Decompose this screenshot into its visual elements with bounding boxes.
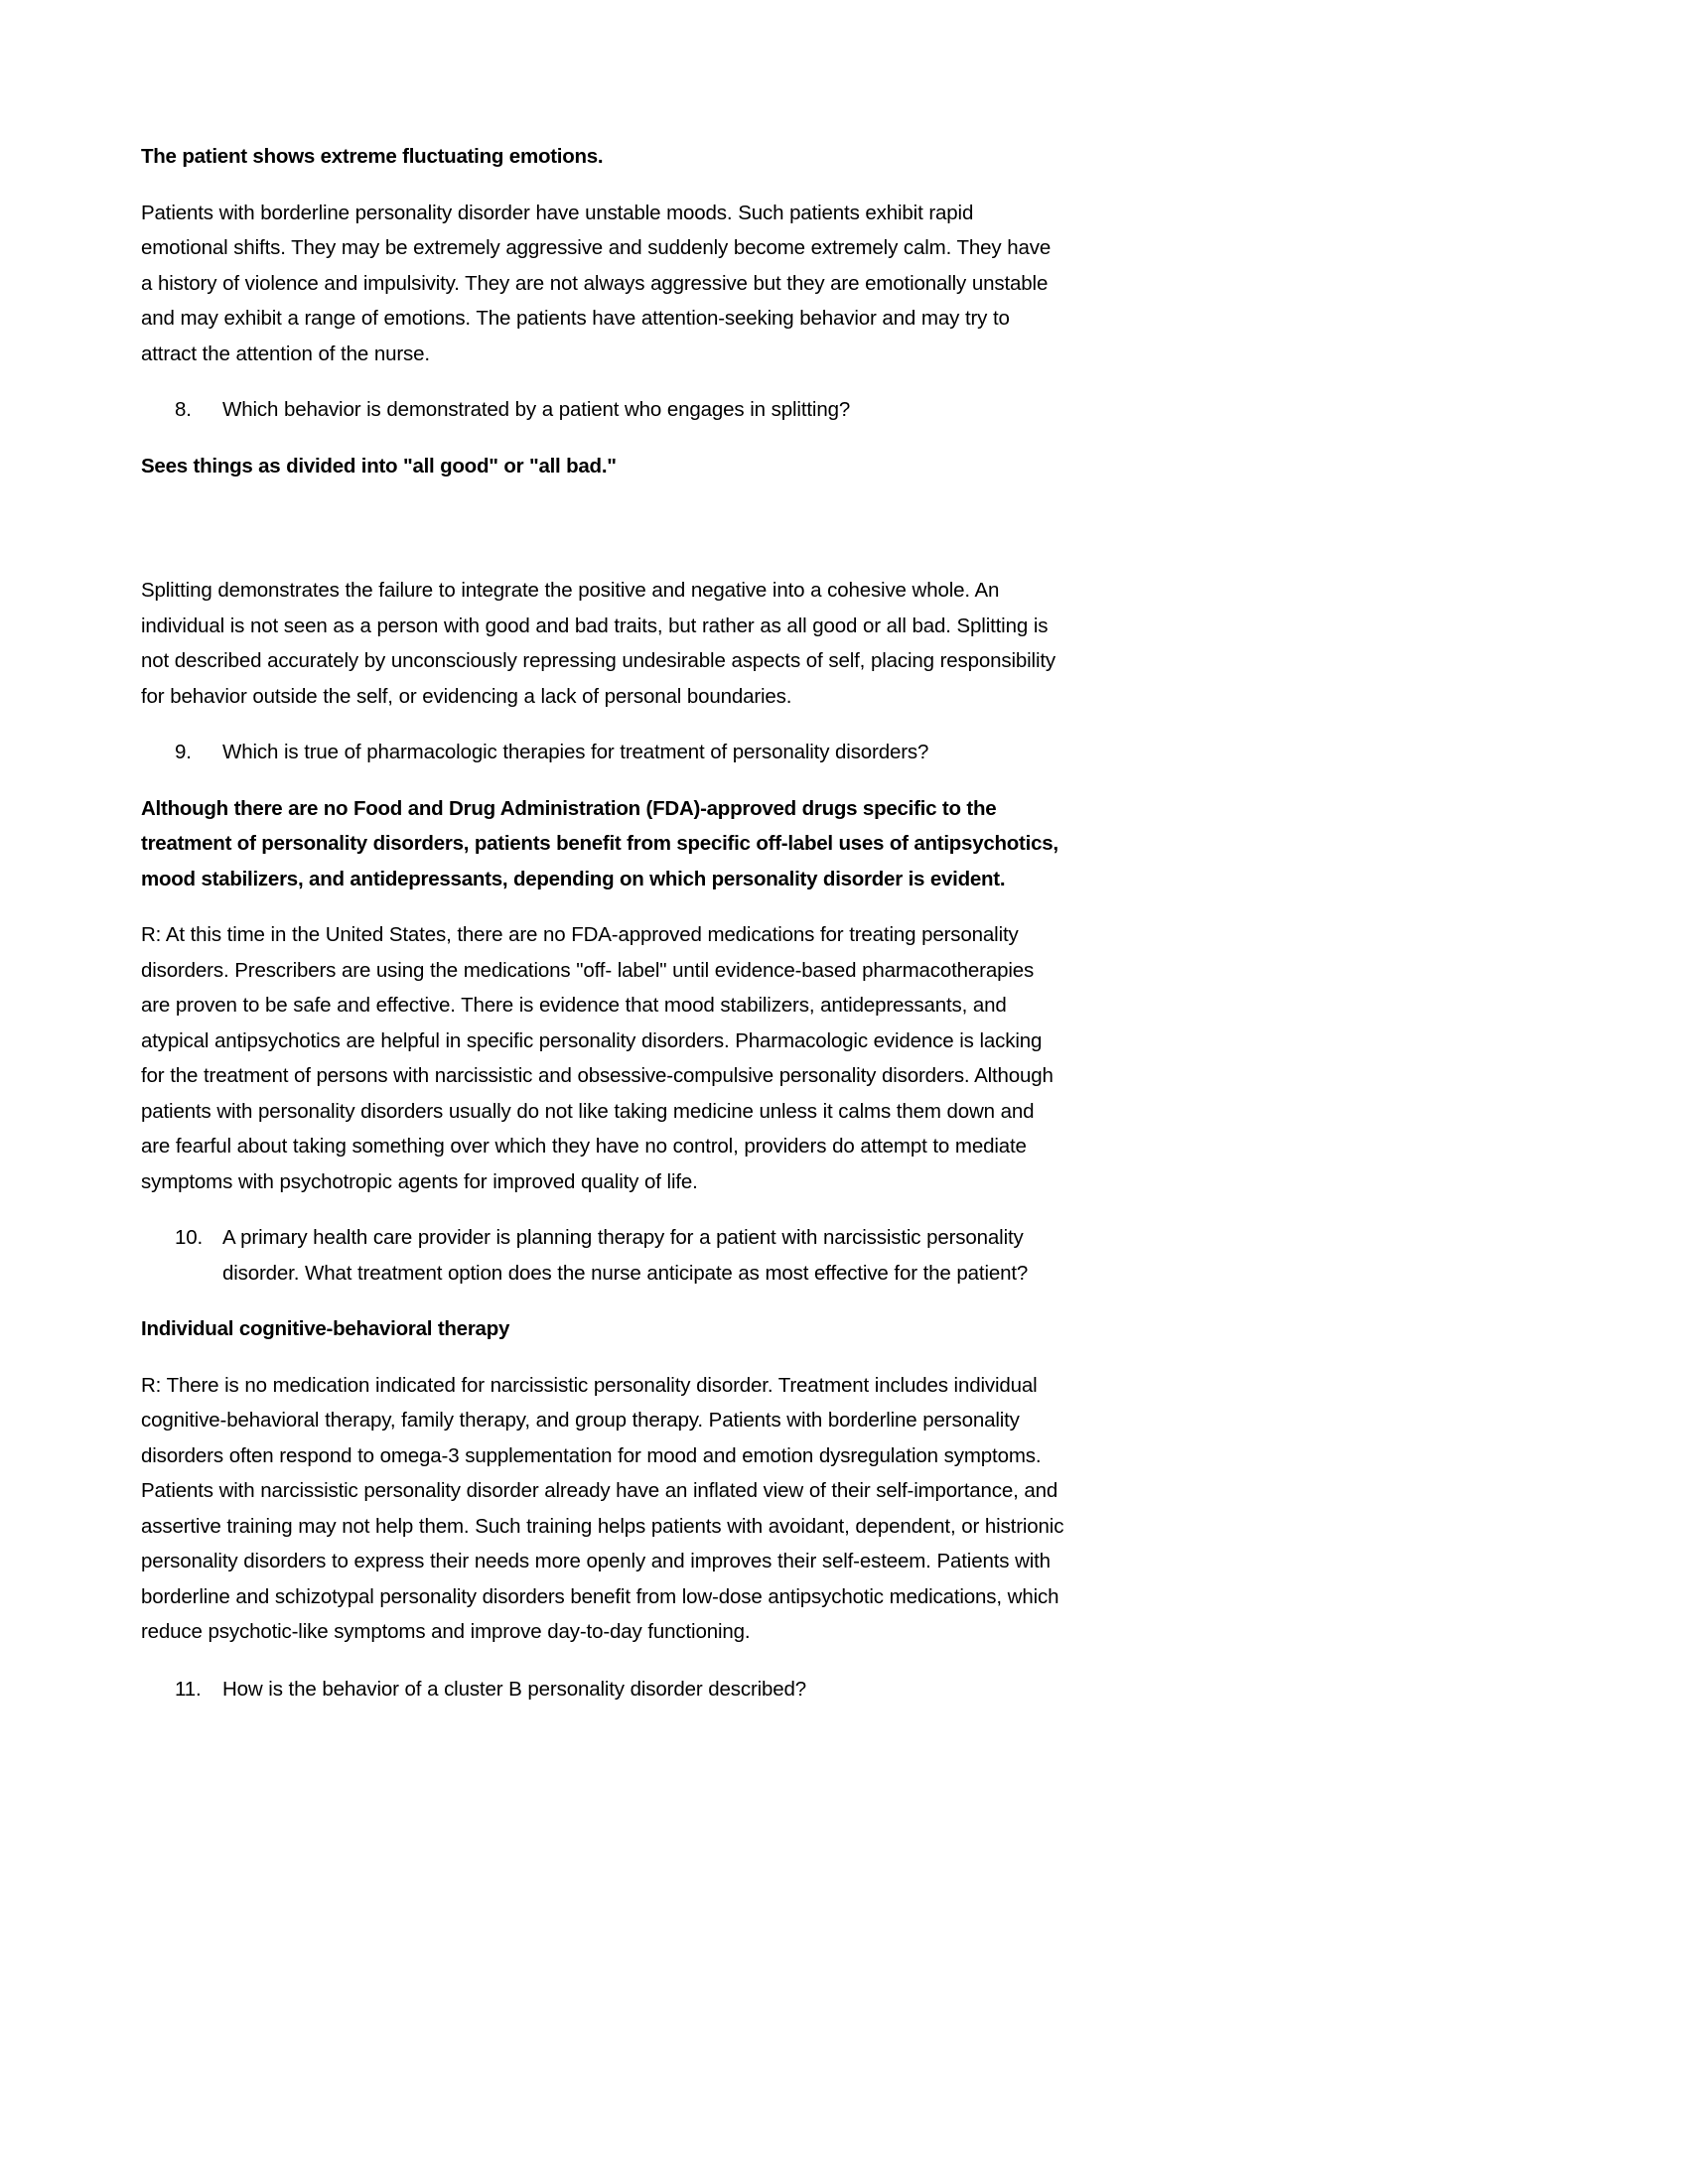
numbered-question-11 [141, 1672, 1064, 1707]
rationale-paragraph-9: R: At this time in the United States, there are no FDA-approved medications for treating personality disorders. Prescribers are using the medications "off- label" until evidence-based pharmacotherapies are proven to be safe and effective. There is evidence that mood stabilizers, antidepressants, and atypical antipsychotics are helpful in specific personality disorders. Pharmacologic evidence is lacking for the treatment of persons with narcissistic and obsessive-compulsive personality disorders. Although patients with personality disorders usually do not like taking medicine unless it calms them down and are fearful about taking something over which they have no control, providers do attempt to mediate symptoms with psychotropic agents for improved quality of life. [141, 923, 1054, 1193]
question-number-8: 8. [175, 398, 192, 421]
numbered-question-9 [141, 735, 1064, 770]
question-text-8: Which behavior is demonstrated by a patient who engages in splitting? [222, 398, 851, 421]
question-number-10: 10. [175, 1226, 204, 1249]
rationale-paragraph-7: Patients with borderline personality disorder have unstable moods. Such patients exhibit rapid emotional shifts. They may be extremely aggressive and suddenly become extremely calm. They have a history of violence and impulsivity. They are not always aggressive but they are emotionally unstable and may exhibit a range of emotions. The patients have attention-seeking behavior and may try to attract the attention of the nurse. [141, 201, 1052, 365]
rationale-paragraph-10: R: There is no medication indicated for narcissistic personality disorder. Treatment includes individual cognitive-behavioral therapy, family therapy, and group therapy. Patients with borderline personality disorders often respond to omega-3 supplementation for mood and emotion dysregulation symptoms. Patients with narcissistic personality disorder already have an inflated view of their self-importance, and assertive training may not help them. Such training helps patients with avoidant, dependent, or histrionic personality disorders to express their needs more openly and improves their self-esteem. Patients with borderline and schizotypal personality disorders benefit from low-dose antipsychotic medications, which reduce psychotic-like symptoms and improve day-to-day functioning. [141, 1373, 1064, 1643]
answer-heading-10: Individual cognitive-behavioral therapy [141, 1317, 510, 1340]
answer-heading-9: Although there are no Food and Drug Administration (FDA)-approved drugs specific to the treatment of personality disorders, patients benefit from specific off-label uses of antipsychotics, mood stabilizers, and antidepressants, depending on which personality disorder is evident. [141, 796, 1058, 890]
rationale-paragraph-8: Splitting demonstrates the failure to integrate the positive and negative into a cohesive whole. An individual is not seen as a person with good and bad traits, but rather as all good or all bad. Splitting is not described accurately by unconsciously repressing undesirable aspects of self, placing responsibility for behavior outside the self, or evidencing a lack of personal boundaries. [141, 579, 1055, 708]
answer-heading-7: The patient shows extreme fluctuating emotions. [141, 145, 604, 168]
document-body [141, 139, 1064, 1727]
question-number-9: 9. [175, 741, 192, 763]
question-text-9: Which is true of pharmacologic therapies for treatment of personality disorders? [222, 741, 929, 763]
question-text-10: A primary health care provider is planning therapy for a patient with narcissistic personality disorder. What treatment option does the nurse anticipate as most effective for the patient? [222, 1226, 1029, 1285]
question-text-11: How is the behavior of a cluster B personality disorder described? [222, 1677, 807, 1701]
numbered-question-10 [141, 1220, 1064, 1291]
answer-heading-8: Sees things as divided into "all good" or "all bad." [141, 454, 617, 478]
numbered-question-8 [141, 392, 1064, 428]
question-number-11: 11. [175, 1677, 202, 1701]
